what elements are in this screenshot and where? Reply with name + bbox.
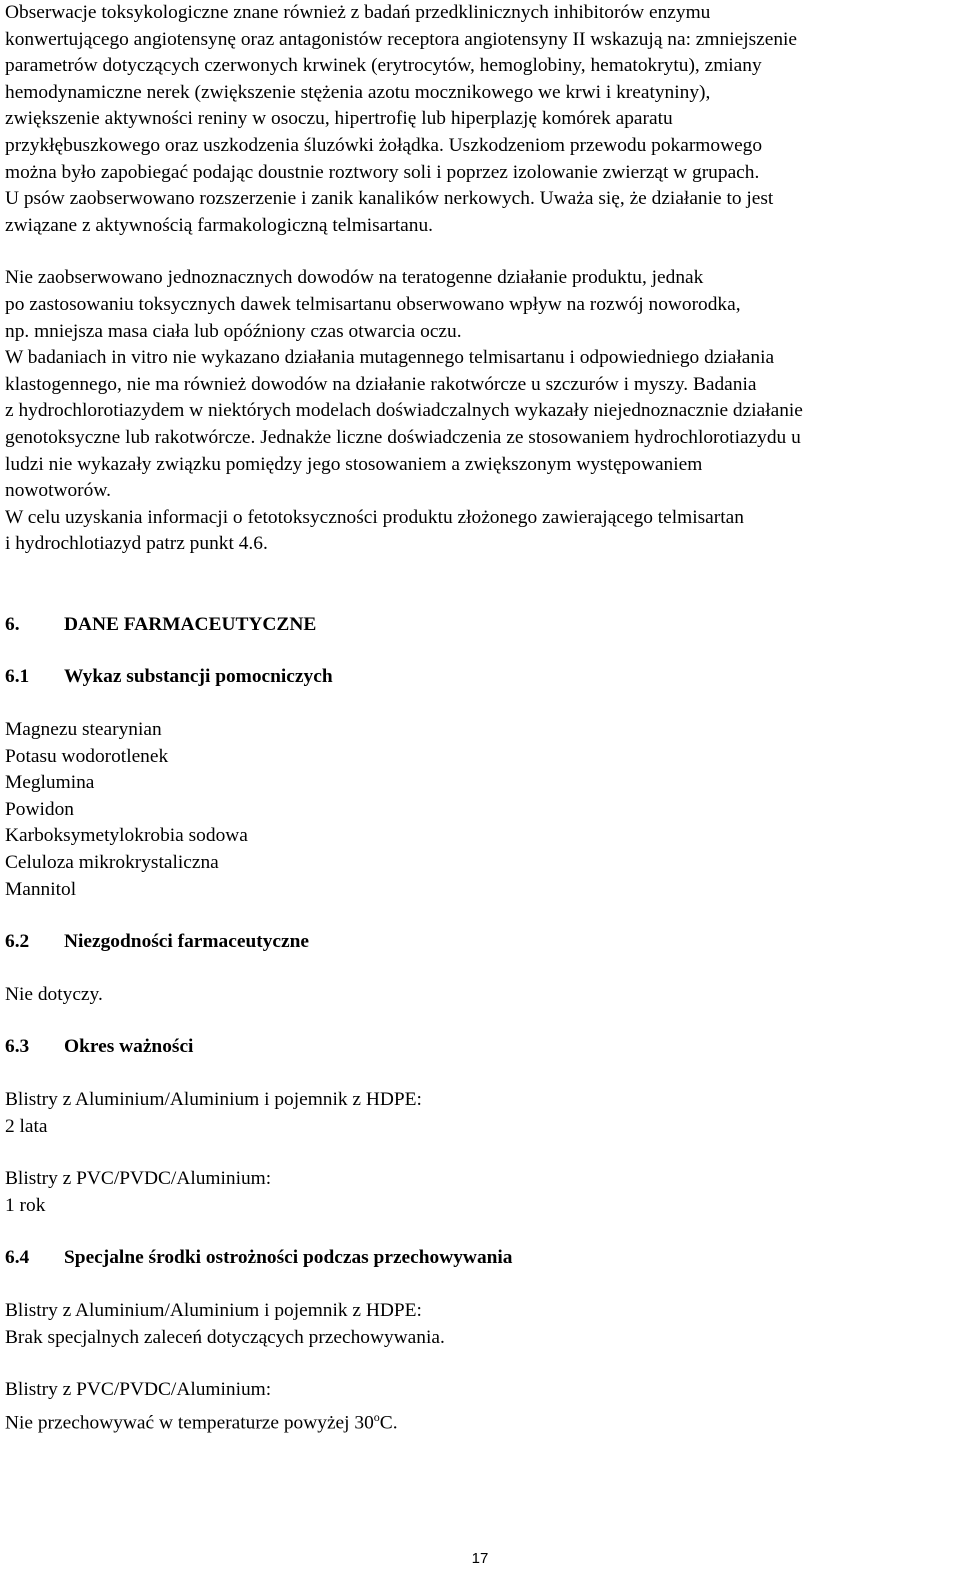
storage-text: Brak specjalnych zaleceń dotyczących przechowywania. <box>5 1326 445 1348</box>
shelf-life-value: 1 rok <box>5 1194 46 1216</box>
section-title: Okres ważności <box>64 1036 194 1058</box>
document-page <box>5 0 957 1437</box>
packaging-label: Blistry z Aluminium/Aluminium i pojemnik z HDPE: <box>5 1299 422 1321</box>
text-line: zwiększenie aktywności reniny w osoczu, hipertrofię lub hiperplazję komórek aparatu <box>5 108 673 130</box>
list-item: Potasu wodorotlenek <box>5 745 169 767</box>
section-title: DANE FARMACEUTYCZNE <box>64 613 317 635</box>
text-line: klastogennego, nie ma również dowodów na działanie rakotwórcze u szczurów i myszy. Badania <box>5 373 757 395</box>
section-number: 6.1 <box>5 666 30 688</box>
paragraph-toxicology <box>5 0 957 239</box>
text-line: W badaniach in vitro nie wykazano działania mutagennego telmisartanu i odpowiedniego działania <box>5 347 775 369</box>
text-line: nowotworów. <box>5 480 111 502</box>
section-text: Nie dotyczy. <box>5 983 103 1005</box>
section-number: 6.2 <box>5 931 30 953</box>
packaging-label: Blistry z Aluminium/Aluminium i pojemnik z HDPE: <box>5 1089 422 1110</box>
section-heading-6-4 <box>5 1245 957 1272</box>
page-number: 17 <box>471 1550 489 1567</box>
text-line: i hydrochlotiazyd patrz punkt 4.6. <box>5 533 268 555</box>
storage-text-main: Nie przechowywać w temperaturze powyżej 30 <box>5 1412 374 1434</box>
degree-superscript: o <box>373 1409 380 1424</box>
packaging-label: Blistry z PVC/PVDC/Aluminium: <box>5 1168 272 1190</box>
section-title: Wykaz substancji pomocniczych <box>64 666 333 688</box>
section-heading-6-2 <box>5 929 957 956</box>
text-line: np. mniejsza masa ciała lub opóźniony czas otwarcia oczu. <box>5 320 462 342</box>
text-line: można było zapobiegać podając doustnie roztwory soli i poprzez izolowanie zwierząt w grupach. <box>5 161 760 183</box>
text-line: Obserwacje toksykologiczne znane również z badań przedklinicznych inhibitorów enzymu <box>5 2 711 23</box>
packaging-label: Blistry z PVC/PVDC/Aluminium: <box>5 1379 272 1401</box>
text-line: ludzi nie wykazały związku pomiędzy jego stosowaniem a zwiększonym występowaniem <box>5 453 703 475</box>
list-item: Meglumina <box>5 772 95 794</box>
storage-text <box>5 1404 957 1437</box>
list-item: Magnezu stearynian <box>5 719 162 741</box>
text-line: z hydrochlorotiazydem w niektórych modelach doświadczalnych wykazały niejednoznacznie działanie <box>5 400 803 422</box>
section-heading-6-3 <box>5 1034 957 1061</box>
section-number: 6.3 <box>5 1036 30 1058</box>
shelf-life-value: 2 lata <box>5 1115 48 1137</box>
section-heading-6-1 <box>5 664 957 691</box>
text-line: konwertującego angiotensynę oraz antagonistów receptora angiotensyny II wskazują na: zmniejszenie <box>5 28 798 50</box>
text-line: genotoksyczne lub rakotwórcze. Jednakże liczne doświadczenia ze stosowaniem hydrochlorotiazydu u <box>5 426 801 448</box>
section-title: Niezgodności farmaceutyczne <box>64 931 310 953</box>
text-line: hemodynamiczne nerek (zwiększenie stężenia azotu mocznikowego we krwi i kreatyniny), <box>5 81 711 103</box>
section-number: 6.4 <box>5 1247 30 1269</box>
section-number: 6. <box>5 613 20 635</box>
excipient-list <box>5 717 957 903</box>
text-line: związane z aktywnością farmakologiczną telmisartanu. <box>5 214 434 236</box>
text-line: po zastosowaniu toksycznych dawek telmisartanu obserwowano wpływ na rozwój noworodka, <box>5 293 741 315</box>
list-item: Karboksymetylokrobia sodowa <box>5 825 248 847</box>
list-item: Mannitol <box>5 878 77 900</box>
text-line: parametrów dotyczących czerwonych krwinek (erytrocytów, hemoglobiny, hematokrytu), zmiany <box>5 55 762 77</box>
list-item: Celuloza mikrokrystaliczna <box>5 852 219 874</box>
text-line: Nie zaobserwowano jednoznacznych dowodów na teratogenne działanie produktu, jednak <box>5 267 704 289</box>
section-heading-6 <box>5 612 957 639</box>
text-line: przykłębuszkowego oraz uszkodzenia śluzówki żołądka. Uszkodzeniom przewodu pokarmowego <box>5 134 763 156</box>
paragraph-teratogenicity <box>5 265 957 558</box>
text-line: W celu uzyskania informacji o fetotoksyczności produktu złożonego zawierającego telmisartan <box>5 506 744 528</box>
storage-text-end: C. <box>379 1412 398 1434</box>
section-title: Specjalne środki ostrożności podczas przechowywania <box>64 1247 513 1269</box>
text-line: U psów zaobserwowano rozszerzenie i zanik kanalików nerkowych. Uważa się, że działanie to jest <box>5 188 774 210</box>
list-item: Powidon <box>5 798 74 820</box>
